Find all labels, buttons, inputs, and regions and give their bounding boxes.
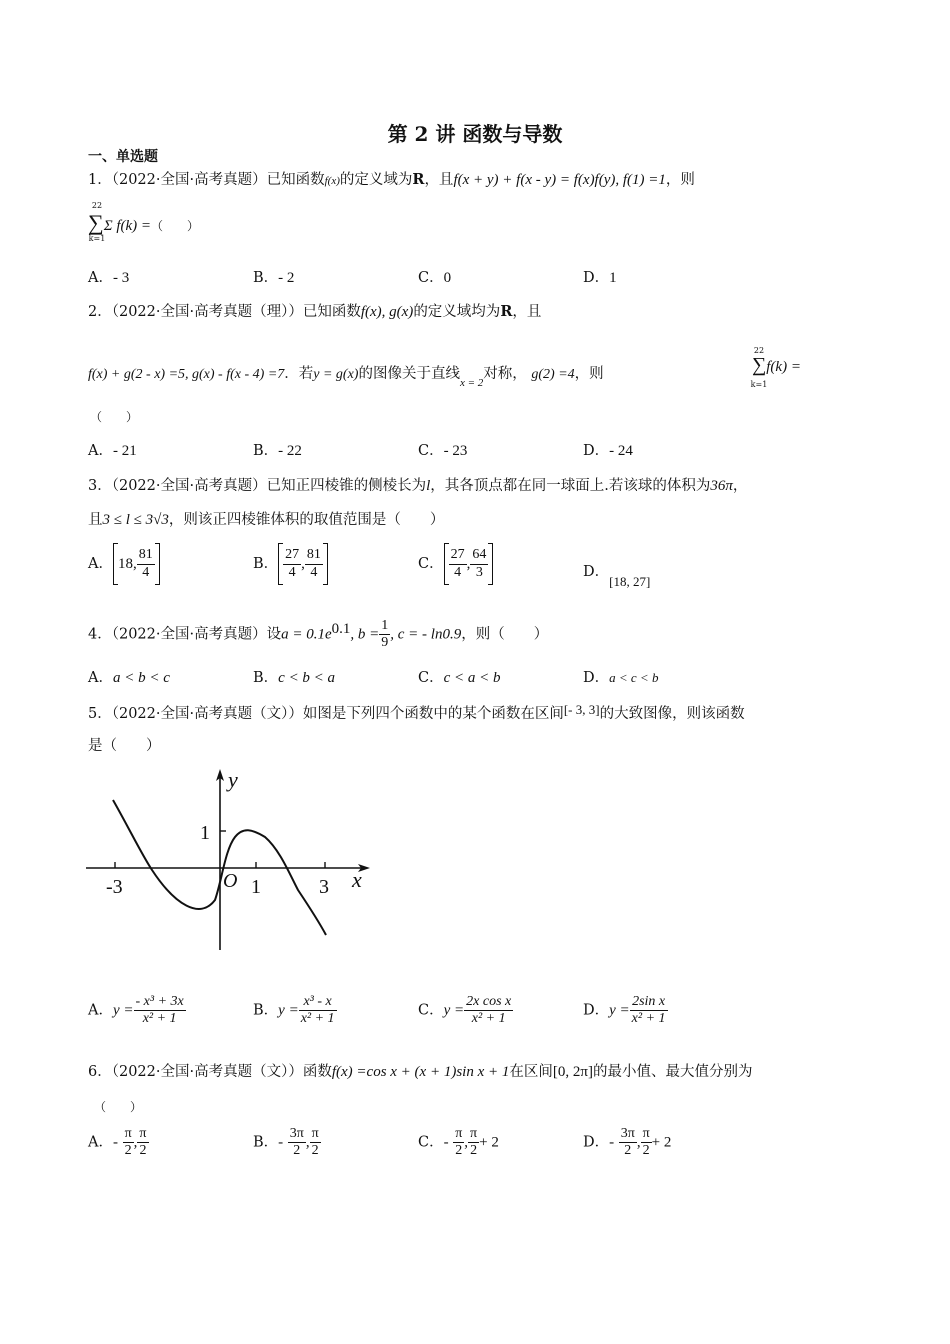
q3-option-b: B． $\frac{27}{4}$ , $\frac{81}{4}$ <box>253 543 328 585</box>
q1-option-b: B．- 2 <box>253 270 295 286</box>
x-label: x <box>352 867 362 892</box>
q2-paren: （ ） <box>90 410 139 424</box>
q4-option-c: C．c < a < b <box>418 670 501 686</box>
q5-option-a: A．y = $\frac{\text{- x³ + 3x}}{\text{x² + 1}}$ <box>88 994 184 1027</box>
q2-fg: f(x), g(x) <box>360 304 414 320</box>
q1-R: R <box>412 171 425 188</box>
question-2-line2: f(x) + g(2 - x) =5, g(x) - f(x - 4) =7．若y = g(x)的图像关于直线$_{x = 2}$对称， g(2) =4，则 <box>88 366 604 389</box>
q5-option-b: B．y = $\frac{\text{x³ - x}}{\text{x² + 1}}$ <box>253 994 335 1027</box>
q1-option-a: A．- 3 <box>88 270 130 286</box>
q1-text-c: ，且 <box>424 172 454 188</box>
q3-volume: 36π <box>710 478 733 494</box>
q1-sum-expr: Σ f(k) = <box>103 218 152 234</box>
q3-option-a: A． 18, $\frac{81}{4}$ <box>88 543 160 585</box>
q6-paren: （ ） <box>94 1100 143 1114</box>
q2-option-a: A．- 21 <box>88 443 137 459</box>
q2-option-c: C．- 23 <box>418 443 468 459</box>
question-5-stem: 5．（2022·全国·高考真题（文））如图是下列四个函数中的某个函数在区间[- 3, 3]的大致图像，则该函数 <box>88 702 745 722</box>
q4-option-b: B．c < b < a <box>253 670 336 686</box>
question-3-stem: 3．（2022·全国·高考真题）已知正四棱锥的侧棱长为l，其各顶点都在同一球面上.若该球的体积为36π， <box>88 478 748 494</box>
question-4-stem: 4．（2022·全国·高考真题）设$a = 0.1e^{0.1}$, b = $\frac{1}{9}$ , c = - ln0.9，则（ ） <box>88 618 549 651</box>
x-one-label: 1 <box>251 876 261 898</box>
question-5-line2: 是（ ） <box>88 738 161 754</box>
q5-interval: [- 3, 3] <box>563 702 600 717</box>
q2-condition: f(x) + g(2 - x) =5, g(x) - f(x - 4) =7 <box>88 367 285 382</box>
page-title: 第 2 讲 函数与导数 <box>387 122 563 146</box>
q4-option-d: D．a < c < b <box>583 670 659 686</box>
q3-option-d: D．[18, 27] <box>583 564 651 589</box>
three-label: 3 <box>319 876 329 898</box>
q3-range: 3 ≤ l ≤ 3√3 <box>102 512 169 528</box>
q1-sum: ∑Σ f(k) =（ ） <box>88 210 200 235</box>
q6-option-d: D．- $\frac{3\pi}{2}$ , $\frac{\pi}{2}$ + 2 <box>583 1126 672 1159</box>
neg3-label: -3 <box>106 876 123 898</box>
y-label: y <box>228 767 238 792</box>
q4-option-a: A．a < b < c <box>88 670 170 686</box>
question-6-stem: 6．（2022·全国·高考真题（文））函数f(x) =cos x + (x + 1)sin x + 1在区间[0, 2π]的最小值、最大值分别为 <box>88 1064 753 1080</box>
q2-ygx: y = g(x) <box>313 367 359 382</box>
q2-sum: ∑f(k) = <box>752 354 801 376</box>
q6-option-c: C．- $\frac{\pi}{2}$ , $\frac{\pi}{2}$ + 2 <box>418 1126 499 1159</box>
q1-text-d: ，则 <box>665 172 695 188</box>
q6-option-b: B．- $\frac{3\pi}{2}$ , $\frac{\pi}{2}$ <box>253 1126 319 1159</box>
y-one-label: 1 <box>200 822 210 844</box>
q1-paren: （ ） <box>151 219 200 233</box>
q1-sum-top: 22 <box>91 201 103 210</box>
q5-option-c: C．y = $\frac{\text{2x cos x}}{\text{x² + 1}}$ <box>418 994 512 1027</box>
q1-condition: f(x + y) + f(x - y) = f(x)f(y), f(1) =1 <box>453 172 666 188</box>
question-3-line2: 且3 ≤ l ≤ 3√3，则该正四棱锥体积的取值范围是（ ） <box>88 512 445 528</box>
q1-sum-bot: k=1 <box>88 234 106 243</box>
origin-label: O <box>223 870 238 892</box>
q6-option-a: A．- $\frac{\pi}{2}$ , $\frac{\pi}{2}$ <box>88 1126 147 1159</box>
section-heading: 一、单选题 <box>88 149 158 165</box>
q4-a: a = 0.1e <box>281 626 332 643</box>
q2-x2: x = 2 <box>459 377 484 389</box>
q1-option-c: C．0 <box>418 270 452 286</box>
q2-option-b: B．- 22 <box>253 443 302 459</box>
q1-fx: f(x) <box>324 175 340 187</box>
q5-option-d: D．y = $\frac{\text{2sin x}}{\text{x² + 1}}$ <box>583 994 666 1027</box>
q6-function: f(x) =cos x + (x + 1)sin x + 1 <box>331 1064 510 1080</box>
q1-text-a: 1．（2022·全国·高考真题）已知函数 <box>88 172 325 188</box>
question-2-stem: 2．（2022·全国·高考真题（理））已知函数f(x), g(x)的定义域均为R，且 <box>88 303 542 320</box>
question-1-stem <box>88 168 695 189</box>
q1-option-d: D．1 <box>583 270 617 286</box>
q2-sum-top: 22 <box>753 346 765 355</box>
q4-c: , c = - ln0.9 <box>390 626 462 643</box>
q1-text-b: 的定义域为 <box>339 172 413 188</box>
q2-g2: g(2) =4 <box>531 367 575 382</box>
q5-function-graph <box>80 765 380 955</box>
q2-option-d: D．- 24 <box>583 443 633 459</box>
q6-interval: [0, 2π] <box>552 1064 593 1080</box>
q3-option-c: C． $\frac{27}{4}$ , $\frac{64}{3}$ <box>418 543 493 585</box>
q2-sum-bot: k=1 <box>750 380 768 389</box>
